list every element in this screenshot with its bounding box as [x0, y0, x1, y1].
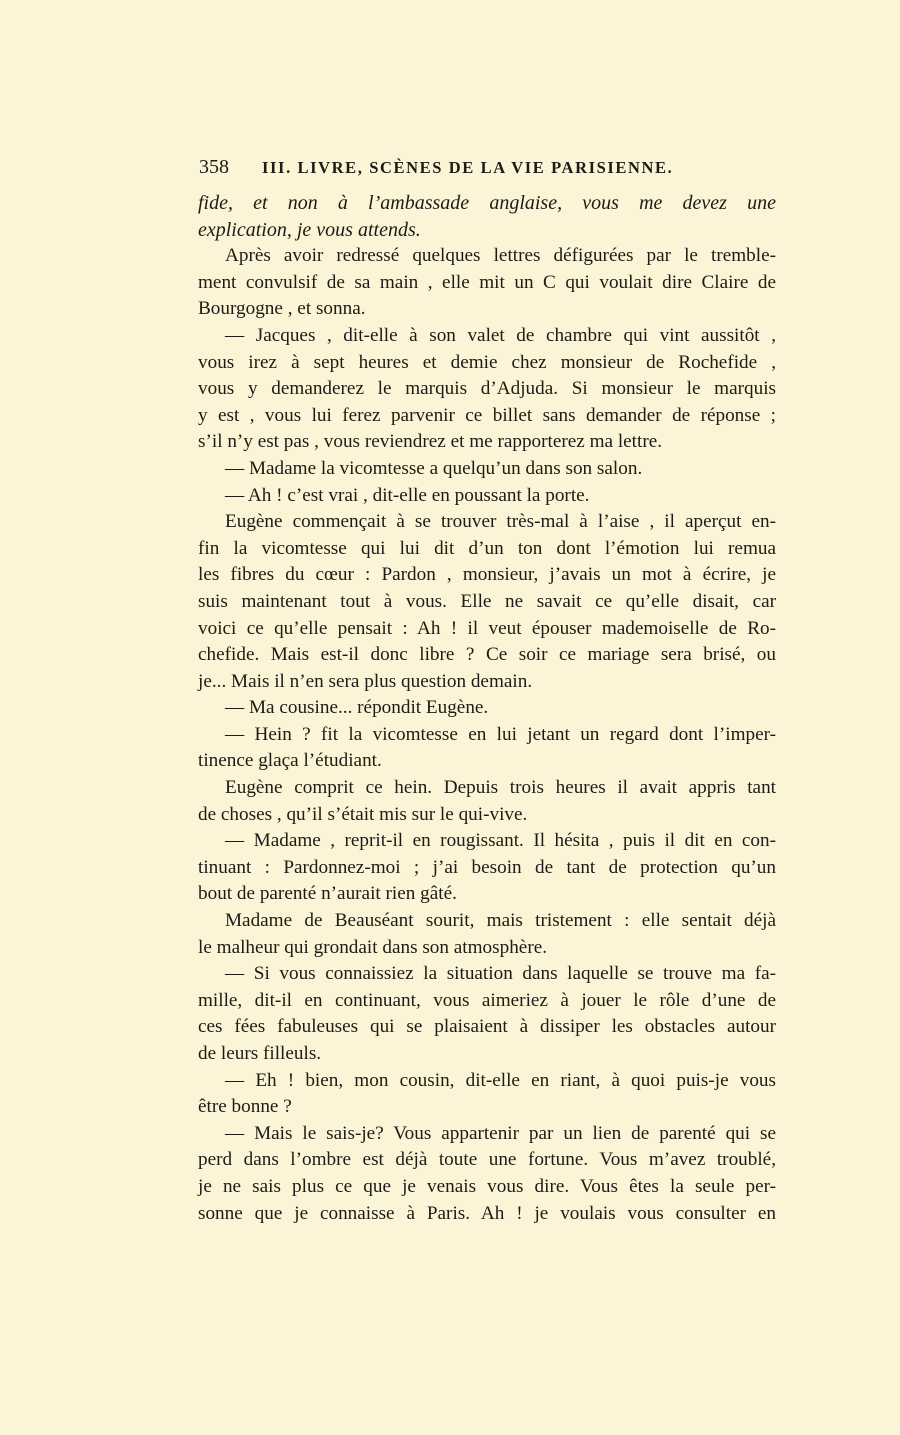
text-line: sonne que je connaisse à Paris. Ah ! je voulais vous consulter en	[198, 1202, 776, 1224]
text-line: Après avoir redressé quelques lettres défigurées par le tremble-	[225, 245, 776, 267]
text-line: vous irez à sept heures et demie chez monsieur de Rochefide ,	[198, 351, 776, 373]
page-number: 358	[199, 156, 229, 178]
text-line: fin la vicomtesse qui lui dit d’un ton dont l’émotion lui remua	[198, 537, 776, 559]
text-line: — Mais le sais-je? Vous appartenir par un lien de parenté qui se	[225, 1122, 776, 1144]
text-line: — Madame , reprit-il en rougissant. Il hésita , puis il dit en con-	[225, 830, 776, 852]
text-line: Eugène commençait à se trouver très-mal à l’aise , il aperçut en-	[225, 511, 776, 533]
text-line: les fibres du cœur : Pardon , monsieur, j’avais un mot à écrire, je	[198, 564, 776, 586]
text-line: chefide. Mais est-il donc libre ? Ce soir ce mariage sera brisé, ou	[198, 644, 776, 666]
text-line: s’il n’y est pas , vous reviendrez et me rapporterez ma lettre.	[198, 431, 663, 453]
text-line: — Jacques , dit-elle à son valet de chambre qui vint aussitôt ,	[225, 324, 776, 346]
text-line: de choses , qu’il s’était mis sur le qui-vive.	[198, 803, 528, 825]
text-line: — Eh ! bien, mon cousin, dit-elle en riant, à quoi puis-je vous	[225, 1069, 776, 1091]
text-line: fide, et non à l’ambassade anglaise, vous me devez une	[198, 192, 776, 214]
text-line: ment convulsif de sa main , elle mit un C qui voulait dire Claire de	[198, 271, 776, 293]
text-line: explication, je vous attends.	[198, 218, 421, 241]
text-line: vous y demanderez le marquis d’Adjuda. Si monsieur le marquis	[198, 378, 776, 400]
text-line: être bonne ?	[198, 1096, 292, 1118]
text-line: mille, dit-il en continuant, vous aimeriez à jouer le rôle d’une de	[198, 989, 776, 1011]
text-line: suis maintenant tout à vous. Elle ne savait ce qu’elle disait, car	[198, 590, 776, 612]
text-line: — Ah ! c’est vrai , dit-elle en poussant la porte.	[225, 484, 590, 506]
text-line: le malheur qui grondait dans son atmosphère.	[198, 936, 548, 958]
page-body-text	[198, 190, 776, 1227]
page-header	[199, 156, 777, 184]
text-line: perd dans l’ombre est déjà toute une fortune. Vous m’avez troublé,	[198, 1149, 776, 1171]
text-line: y est , vous lui ferez parvenir ce billet sans demander de réponse ;	[198, 404, 776, 426]
text-line: Bourgogne , et sonna.	[198, 298, 366, 320]
text-line: bout de parenté n’aurait rien gâté.	[198, 883, 457, 905]
text-line: tinuant : Pardonnez-moi ; j’ai besoin de tant de protection qu’un	[198, 856, 776, 878]
text-line: ces fées fabuleuses qui se plaisaient à dissiper les obstacles autour	[198, 1016, 776, 1038]
text-line: de leurs filleuls.	[198, 1043, 322, 1064]
text-line: — Ma cousine... répondit Eugène.	[225, 697, 489, 719]
text-line: je... Mais il n’en sera plus question demain.	[198, 670, 533, 692]
text-line: — Hein ? fit la vicomtesse en lui jetant un regard dont l’imper-	[225, 723, 776, 745]
text-line: tinence glaça l’étudiant.	[198, 750, 382, 772]
text-line: Madame de Beauséant sourit, mais tristement : elle sentait déjà	[225, 910, 776, 932]
text-line: — Madame la vicomtesse a quelqu’un dans son salon.	[225, 457, 643, 479]
text-line: je ne sais plus ce que je venais vous dire. Vous êtes la seule per-	[198, 1175, 776, 1197]
text-line: — Si vous connaissiez la situation dans laquelle se trouve ma fa-	[225, 963, 776, 985]
running-title: III. LIVRE, SCÈNES DE LA VIE PARISIENNE.	[262, 158, 674, 177]
text-line: Eugène comprit ce hein. Depuis trois heures il avait appris tant	[225, 777, 776, 799]
text-line: voici ce qu’elle pensait : Ah ! il veut épouser mademoiselle de Ro-	[198, 617, 776, 639]
